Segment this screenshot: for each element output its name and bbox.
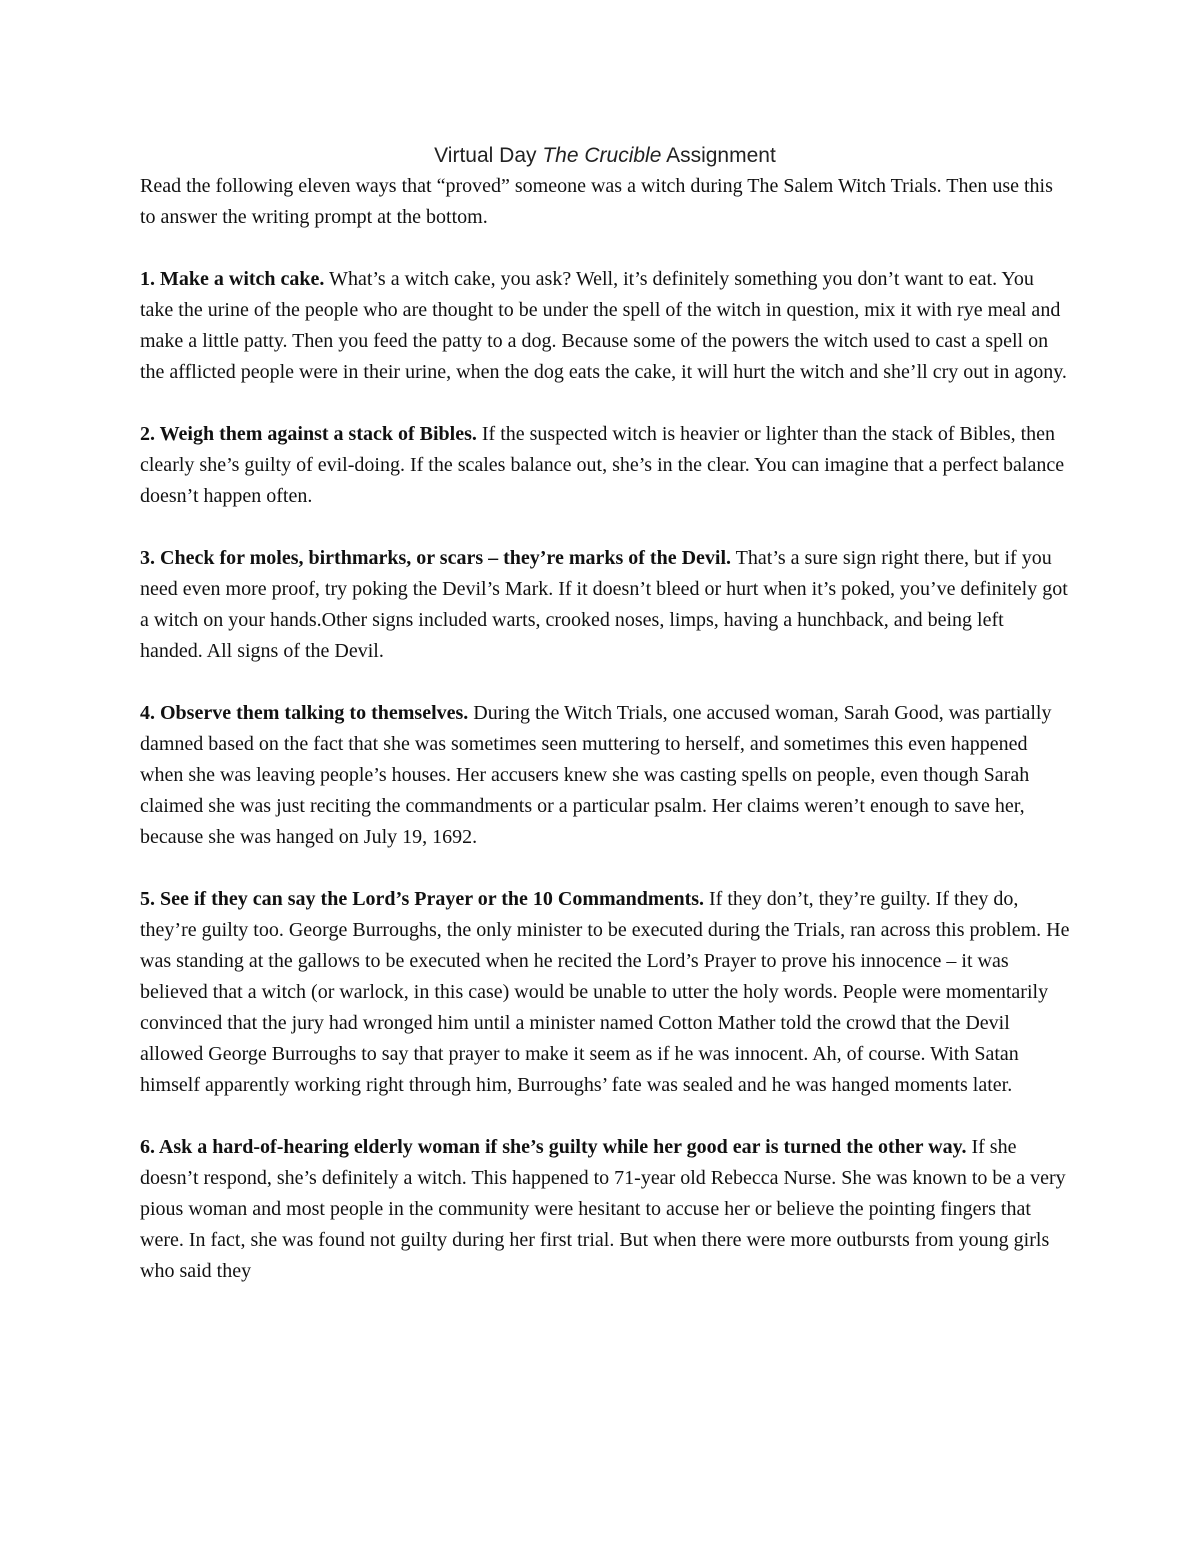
- item-text: If the suspected witch is heavier or lighter than the stack of Bibles, then clearly she’s guilty of evil-doing. If the scales balance out, she’s in the clear. You can imagine that a perfect balance doesn’t happen often.: [140, 423, 1065, 507]
- item-heading: 2. Weigh them against a stack of Bibles.: [140, 423, 477, 445]
- item-heading: 1. Make a witch cake.: [140, 268, 325, 290]
- item-text: If she doesn’t respond, she’s definitely a witch. This happened to 71-year old Rebecca Nurse. She was known to be a very pious woman and most people in the community were hesitant to accuse her or believe the pointing fingers that were. In fact, she was found not guilty during her first trial. But when there were more outbursts from young girls who said they: [140, 1136, 1066, 1282]
- list-item: [140, 419, 1070, 512]
- item-heading: 4. Observe them talking to themselves.: [140, 702, 469, 724]
- list-item: [140, 698, 1070, 853]
- item-heading: 5. See if they can say the Lord’s Prayer or the 10 Commandments.: [140, 888, 705, 910]
- list-item: [140, 264, 1070, 388]
- document-body: [140, 140, 1070, 1318]
- title-suffix: Assignment: [661, 144, 776, 167]
- page-title: [140, 140, 1070, 171]
- item-heading: 6. Ask a hard-of-hearing elderly woman if she’s guilty while her good ear is turned the other way.: [140, 1136, 967, 1158]
- list-item: [140, 543, 1070, 667]
- item-text: That’s a sure sign right there, but if you need even more proof, try poking the Devil’s Mark. If it doesn’t bleed or hurt when it’s poked, you’ve definitely got a witch on your hands.Other signs included warts, crooked noses, limps, having a hunchback, and being left handed. All signs of the Devil.: [140, 547, 1068, 662]
- item-text: If they don’t, they’re guilty. If they do, they’re guilty too. George Burroughs, the only minister to be executed during the Trials, ran across this problem. He was standing at the gallows to be executed when he recited the Lord’s Prayer to prove his innocence – it was believed that a witch (or warlock, in this case) would be unable to utter the holy words. People were momentarily convinced that the jury had wronged him until a minister named Cotton Mather told the crowd that the Devil allowed George Burroughs to say that prayer to make it seem as if he was innocent. Ah, of course. With Satan himself apparently working right through him, Burroughs’ fate was sealed and he was hanged moments later.: [140, 888, 1070, 1096]
- item-text: During the Witch Trials, one accused woman, Sarah Good, was partially damned based on the fact that she was sometimes seen muttering to herself, and sometimes this even happened when she was leaving people’s houses. Her accusers knew she was casting spells on people, even though Sarah claimed she was just reciting the commandments or a particular psalm. Her claims weren’t enough to save her, because she was hanged on July 19, 1692.: [140, 702, 1052, 848]
- title-italic: The Crucible: [542, 144, 662, 167]
- item-text: What’s a witch cake, you ask? Well, it’s definitely something you don’t want to eat. You take the urine of the people who are thought to be under the spell of the witch in question, mix it with rye meal and make a little patty. Then you feed the patty to a dog. Because some of the powers the witch used to cast a spell on the afflicted people were in their urine, when the dog eats the cake, it will hurt the witch and she’ll cry out in agony.: [140, 268, 1067, 383]
- item-heading: 3. Check for moles, birthmarks, or scars – they’re marks of the Devil.: [140, 547, 732, 569]
- intro-paragraph: Read the following eleven ways that “proved” someone was a witch during The Salem Witch Trials. Then use this to answer the writing prompt at the bottom.: [140, 175, 1053, 228]
- list-item: [140, 884, 1070, 1101]
- title-prefix: Virtual Day: [434, 144, 543, 167]
- list-item: [140, 1132, 1070, 1287]
